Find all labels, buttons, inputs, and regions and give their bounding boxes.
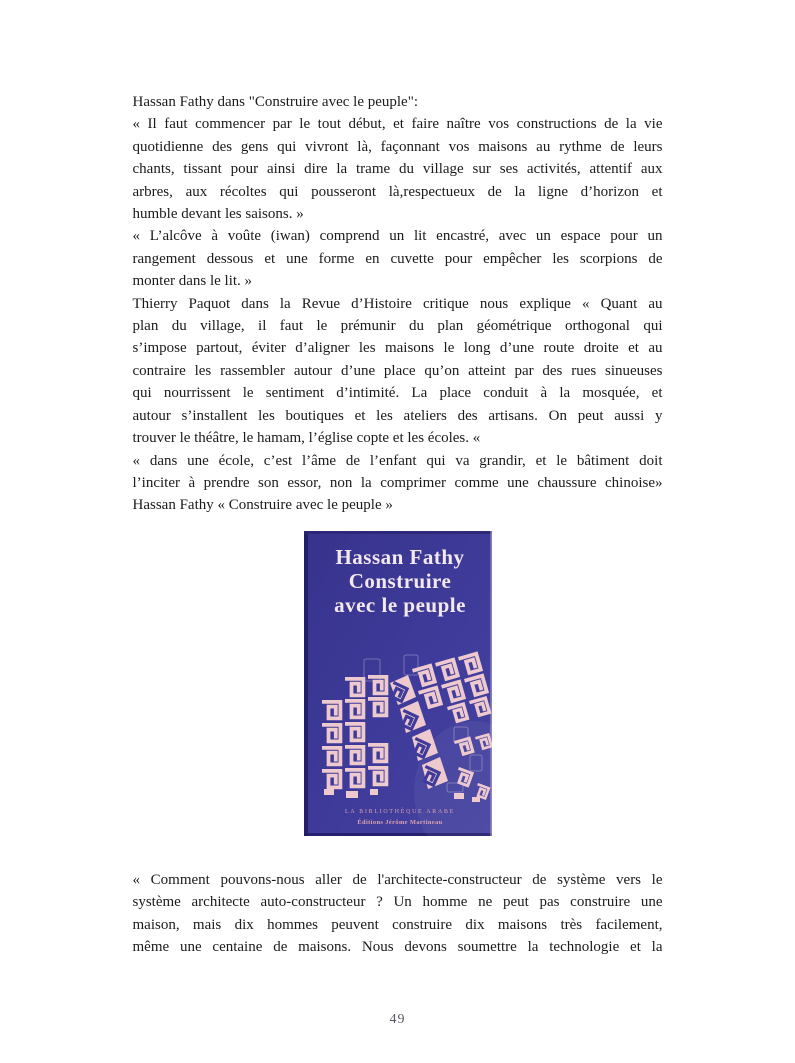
text-line: qui nourrissent le sentiment d’intimité. La place conduit à la mosquée, et [132, 385, 663, 402]
text-line: plan du village, il faut le prémunir du plan géométrique orthogonal qui [132, 318, 663, 335]
text-line: autour s’installent les boutiques et les ateliers des artisans. On peut aussi y [132, 407, 663, 424]
text-line: « Comment pouvons-nous aller de l'architecte-constructeur de système vers le [132, 871, 663, 888]
text-block [133, 0, 663, 517]
cover-title-line-2: Construire [348, 568, 451, 593]
text-line: rangement dessous et une forme en cuvette pour empêcher les scorpions de [132, 250, 663, 267]
text-line: Thierry Paquot dans la Revue d’Histoire critique nous explique « Quant au [132, 295, 663, 312]
text-line: système architecte auto-constructeur ? Un homme ne peut pas construire une [132, 894, 663, 911]
cover-imprint-publisher: Éditions Jérôme Martineau [356, 818, 443, 826]
paragraph-intro [133, 91, 663, 113]
text-line: « L’alcôve à voûte (iwan) comprend un lit encastré, avec un espace pour un [132, 228, 663, 245]
text-line: Hassan Fathy « Construire avec le peuple » [132, 497, 393, 514]
text-line: Hassan Fathy dans "Construire avec le peuple": [132, 94, 419, 110]
cover-title-line-3: avec le peuple [333, 592, 466, 617]
text-line: « dans une école, c’est l’âme de l’enfant qui va grandir, et le bâtiment doit [132, 452, 663, 469]
text-line: contraire les rassembler autour d’une place qu’on atteint par des rues sinueuses [132, 362, 663, 379]
cover-title [334, 545, 466, 617]
cover-title-line-1: Hassan Fathy [334, 544, 465, 569]
text-line: monter dans le lit. » [132, 273, 253, 290]
paragraph-attribution [133, 494, 663, 516]
text-line: trouver le théâtre, le hamam, l’église copte et les écoles. « [132, 430, 481, 447]
text-line: même une centaine de maisons. Nous devons soumettre la technologie et la [132, 938, 663, 955]
paragraph-quote-2 [133, 225, 663, 292]
text-line: arbres, aux récoltes qui pousseront là,respectueux de la ligne d’horizon et [132, 183, 663, 200]
text-line: humble devant les saisons. » [132, 206, 304, 223]
cover-left-edge [304, 531, 308, 836]
text-line: s’impose partout, éviter d’aligner les maisons le long d’une route droite et au [132, 340, 663, 357]
paragraph-paquot [133, 293, 663, 450]
paragraph-comment [133, 869, 663, 959]
book-cover-figure [304, 531, 492, 836]
text-line: quotidienne des gens qui vivront là, façonnant vos maisons au rythme de leurs [132, 138, 663, 155]
book-cover-image [304, 531, 492, 836]
text-line: l’inciter à prendre son essor, non la comprimer comme une chaussure chinoise» [132, 474, 663, 491]
paragraph-ecole [133, 450, 663, 495]
paragraph-quote-1 [133, 113, 663, 225]
text-line: chants, tissant pour ainsi dire la trame du village sur ses activités, attentif aux [132, 161, 663, 178]
cover-top-edge [304, 531, 492, 534]
cover-imprint-collection: LA BIBLIOTHÈQUE ARABE [344, 808, 455, 815]
text-line: maison, mais dix hommes peuvent construire dix maisons très facilement, [132, 916, 663, 933]
text-line: « Il faut commencer par le tout début, et faire naître vos constructions de la vie [132, 116, 663, 133]
text-block-after-figure [133, 869, 663, 959]
page-number: 49 [389, 1012, 406, 1028]
